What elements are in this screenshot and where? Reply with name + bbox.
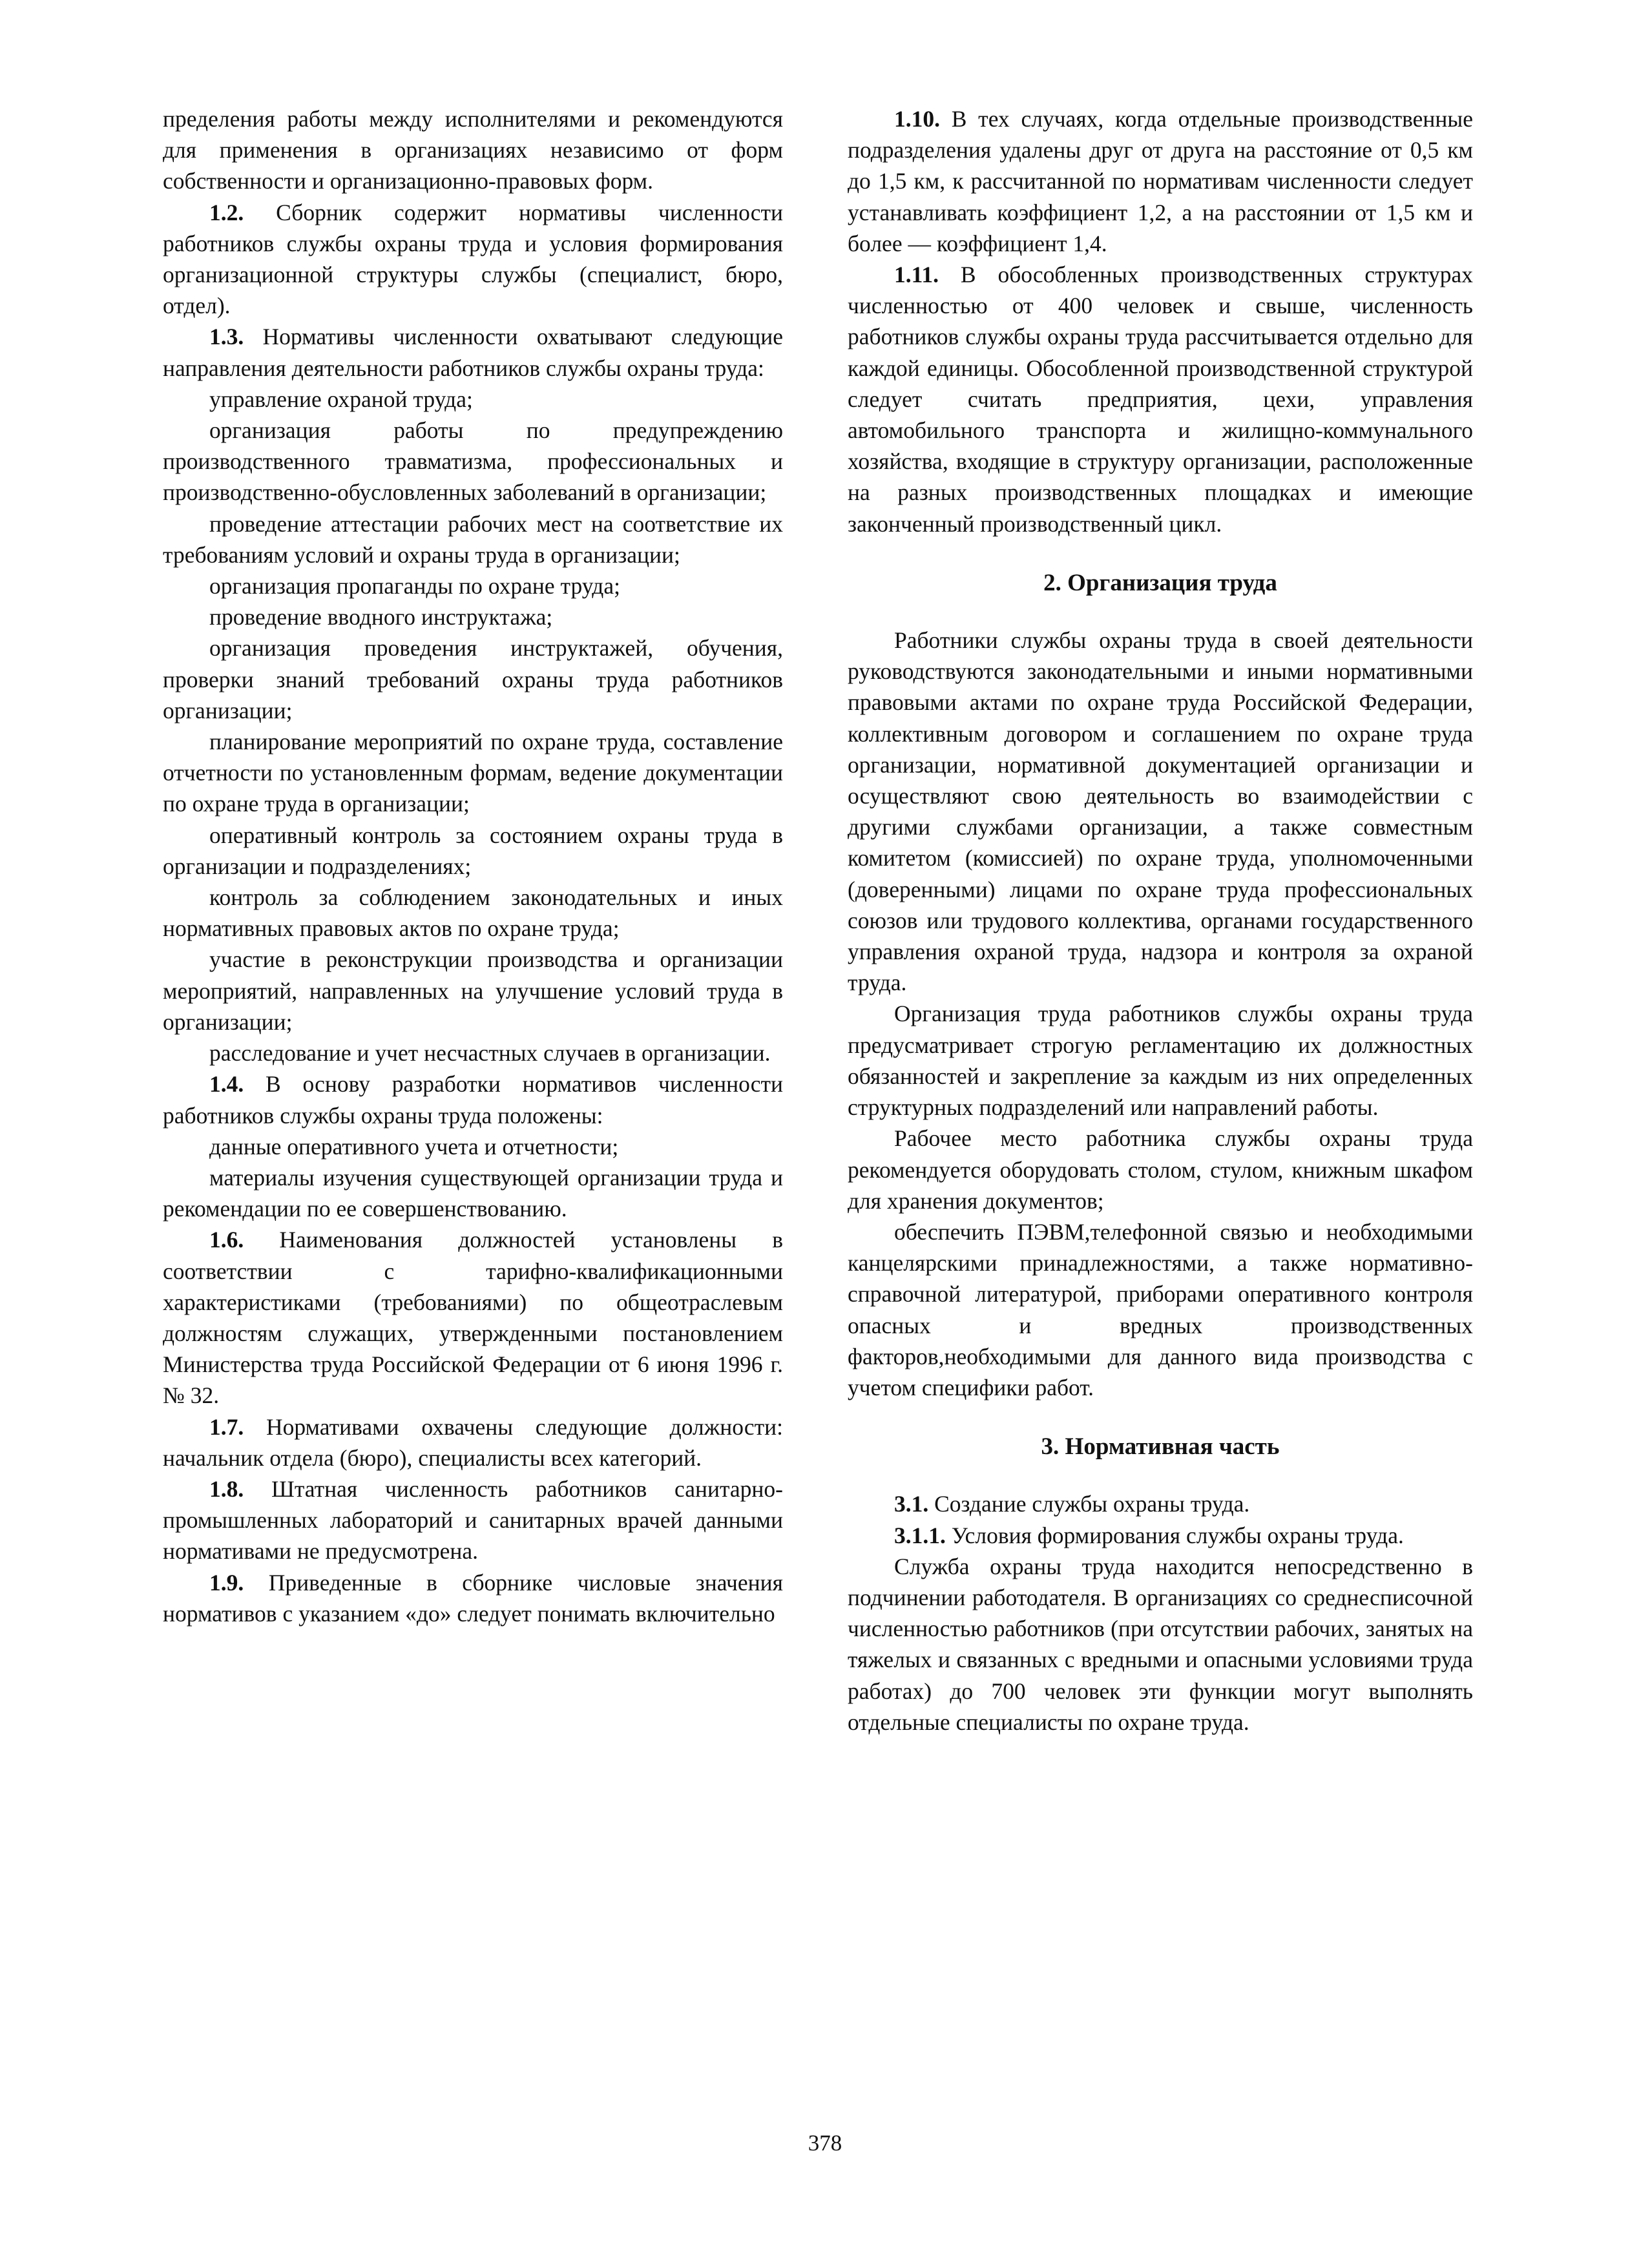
paragraph: 3.1. Создание службы охраны труда.	[894, 1491, 1250, 1517]
paragraph: Организация труда работников службы охраны труда предусматривает строгую регламентацию их должностных обязанностей и закрепление за каждым из них определенных структурных подразделений или направлений работы.	[848, 1001, 1473, 1121]
list-item: проведение аттестации рабочих мест на соответствие их требованиям условий и охраны труда в организации;	[163, 510, 783, 568]
section-2-heading: 2. Организация труда	[1043, 569, 1277, 596]
paragraph: Работники службы охраны труда в своей деятельности руководствуются законодательными и иными нормативными правовыми актами по охране труда Российской Федерации, коллективным договором и соглашением по охране труда организации, нормативной документацией организации и осуществляют свою деятельность во взаимодействии с другими службами организации, а также совместным комитетом (комиссией) по охране труда, уполномоченными (доверенными) лицами по охране труда профессиональных союзов или трудового коллектива, органами государственного управления охраной труда, надзора и контроля за охраной труда.	[848, 627, 1473, 996]
list-item: участие в реконструкции производства и организации мероприятий, направленных на улучшение условий труда в организации;	[163, 946, 783, 1035]
paragraph: 1.10. В тех случаях, когда отдельные производственные подразделения удалены друг от друга на расстояние от 0,5 км до 1,5 км, к рассчитанной по нормативам численности следует устанавливать коэффициент 1,2, а на расстоянии от 1,5 км и более — коэффициент 1,4.	[848, 106, 1473, 256]
paragraph: 3.1.1. Условия формирования службы охраны труда.	[894, 1522, 1404, 1548]
paragraph: 1.6. Наименования должностей установлены в соответствии с тарифно-квалификационными характеристиками (требованиями) по общеотраслевым должностям служащих, утвержденными постановлением Министерства труда Российской Федерации от 6 июня 1996 г. № 32.	[163, 1227, 783, 1409]
list-item: оперативный контроль за состоянием охраны труда в организации и подразделениях;	[163, 822, 783, 879]
paragraph: 1.4. В основу разработки нормативов численности работников службы охраны труда положены:	[163, 1071, 783, 1129]
paragraph: 1.3. Нормативы численности охватывают следующие направления деятельности работников службы охраны труда:	[163, 324, 783, 381]
list-item: данные оперативного учета и отчетности;	[209, 1133, 619, 1160]
list-item: расследование и учет несчастных случаев в организации.	[209, 1040, 771, 1066]
paragraph: 1.11. В обособленных производственных структурах численностью от 400 человек и свыше, численность работников службы охраны труда рассчитывается отдельно для каждой единицы. Обособленной производственной структурой следует считать предприятия, цехи, управления автомобильного транспорта и жилищно-коммунального хозяйства, входящие в структуру организации, расположенные на разных производственных площадках и имеющие законченный производственный цикл.	[848, 262, 1473, 537]
list-item: организация пропаганды по охране труда;	[209, 573, 620, 599]
paragraph: Рабочее место работника службы охраны труда рекомендуется оборудовать столом, стулом, книжным шкафом для хранения документов;	[848, 1125, 1473, 1214]
page-number: 378	[808, 2130, 842, 2156]
paragraph: обеспечить ПЭВМ,телефонной связью и необходимыми канцелярскими принадлежностями, а также нормативно-справочной литературой, приборами оперативного контроля опасных и вредных производственных факторов,необходимыми для данного вида производства с учетом специфики работ.	[848, 1218, 1473, 1400]
paragraph: 1.7. Нормативами охвачены следующие должности: начальник отдела (бюро), специалисты всех категорий.	[163, 1413, 783, 1471]
paragraph: 1.2. Сборник содержит нормативы численности работников службы охраны труда и условия формирования организационной структуры службы (специалист, бюро, отдел).	[163, 199, 783, 319]
list-item: контроль за соблюдением законодательных и иных нормативных правовых актов по охране труда;	[163, 884, 783, 942]
list-item: организация работы по предупреждению производственного травматизма, профессиональных и производственно-обусловленных заболеваний в организации;	[163, 417, 783, 506]
paragraph: пределения работы между исполнителями и рекомендуются для применения в организациях независимо от форм собственности и организационно-правовых форм.	[163, 106, 783, 194]
list-item: проведение вводного инструктажа;	[209, 604, 553, 630]
list-item: планирование мероприятий по охране труда, составление отчетности по установленным формам, ведение документации по охране труда в организации;	[163, 729, 783, 817]
paragraph: 1.9. Приведенные в сборнике числовые значения нормативов с указанием «до» следует понимать включительно	[163, 1569, 783, 1627]
paragraph: 1.8. Штатная численность работников санитарно-промышленных лабораторий и санитарных врачей данными нормативами не предусмотрена.	[163, 1475, 783, 1565]
list-item: управление охраной труда;	[209, 386, 473, 412]
list-item: организация проведения инструктажей, обучения, проверки знаний требований охраны труда работников организации;	[163, 635, 783, 723]
section-3-heading: 3. Нормативная часть	[1041, 1433, 1280, 1461]
right-column	[848, 103, 1473, 1738]
paragraph: Служба охраны труда находится непосредственно в подчинении работодателя. В организациях со среднесписочной численностью работников (при отсутствии рабочих, занятых на тяжелых и связанных с вредными и опасными условиями труда работах) до 700 человек эти функции могут выполнять отдельные специалисты по охране труда.	[848, 1553, 1473, 1735]
left-column	[163, 103, 783, 1629]
list-item: материалы изучения существующей организации труда и рекомендации по ее совершенствованию.	[163, 1164, 783, 1222]
